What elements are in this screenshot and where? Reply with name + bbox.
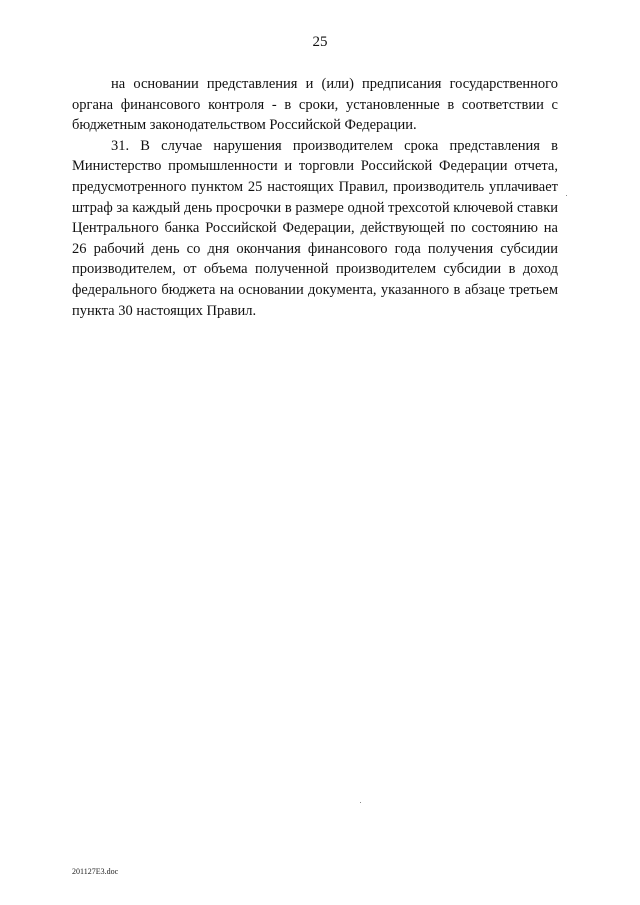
paragraph-31: 31. В случае нарушения производителем срока представления в Министерство промышленности и торговли Российской Федерации отчета, предусмотренного пунктом 25 настоящих Правил, производитель уплачивает штраф за каждый день просрочки в размере одной трехсотой ключевой ставки Центрального банка Российской Федерации, действующей по состоянию на 26 рабочий день со дня окончания финансового года получения субсидии производителем, от объема полученной производителем субсидии в доход федерального бюджета на основании документа, указанного в абзаце третьем пункта 30 настоящих Правил. [72,137,558,319]
paragraph-continuation: на основании представления и (или) предписания государственного органа финансового контроля - в сроки, установленные в соответствии с бюджетным законодательством Российской Федерации. [72,76,558,134]
footer-filename: 201127E3.doc [72,867,119,876]
scan-speck [360,802,361,803]
scan-speck [566,195,567,196]
document-body [72,74,558,321]
page-number: 25 [312,34,328,50]
